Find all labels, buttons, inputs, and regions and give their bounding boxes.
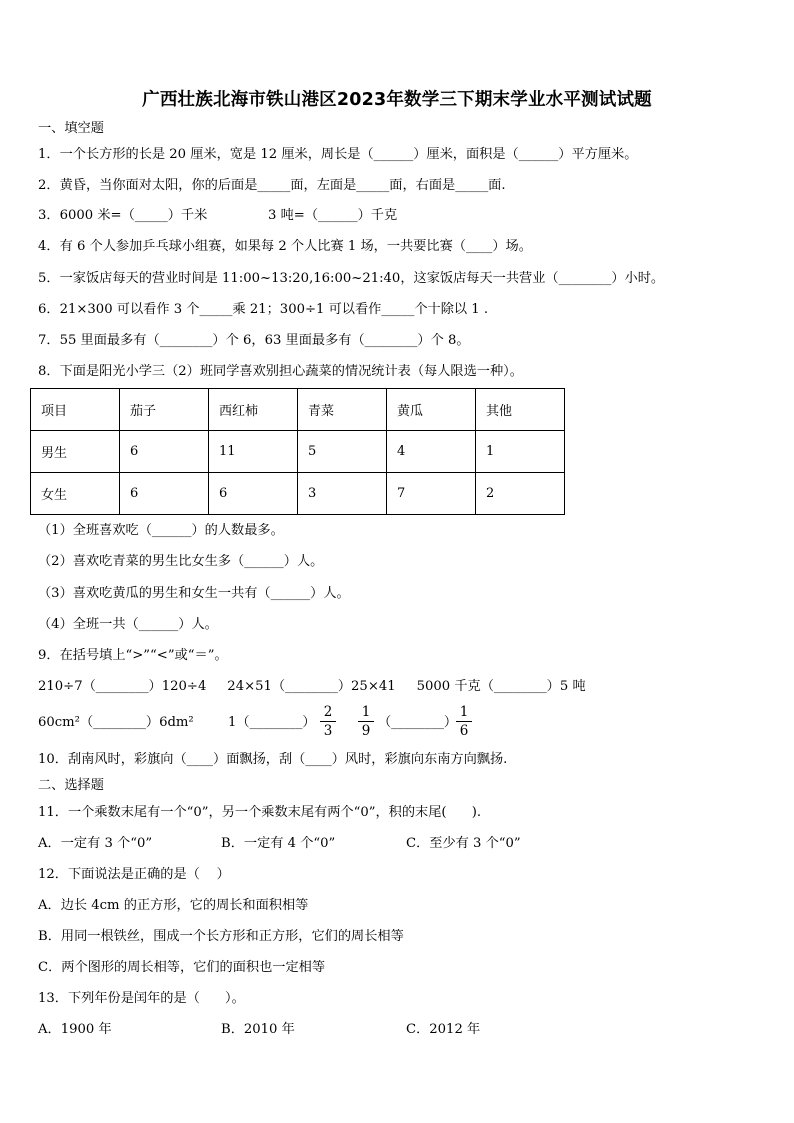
question-1: 1．一个长方形的长是 20 厘米，宽是 12 厘米，周长是（______）厘米，面积是（______）平方厘米。 bbox=[38, 147, 638, 162]
question-8: 8．下面是阳光小学三（2）班同学喜欢别担心蔬菜的情况统计表（每人限选一种）。 bbox=[38, 364, 523, 379]
table-header-cell: 青菜 bbox=[298, 389, 387, 431]
table-header-cell: 项目 bbox=[31, 389, 120, 431]
table-row bbox=[31, 431, 565, 473]
fraction-one-ninth bbox=[358, 703, 374, 740]
question-12-option-a: A．边长 4cm 的正方形，它的周长和面积相等 bbox=[38, 898, 309, 913]
vegetable-preference-table bbox=[30, 388, 565, 515]
question-9-row-1: 210÷7（________）120÷4 24×51（________）25×41 5000 千克（________）5 吨 bbox=[38, 679, 586, 694]
question-12: 12．下面说法是正确的是（ ） bbox=[38, 867, 230, 882]
question-9-row-2-part-b: 1（________） bbox=[228, 715, 316, 730]
question-13-option-c: C．2012 年 bbox=[406, 1022, 481, 1037]
fraction-numerator: 2 bbox=[320, 703, 336, 722]
question-9-row-2-part-c: （________） bbox=[378, 715, 458, 730]
page-title: 广西壮族北海市铁山港区2023年数学三下期末学业水平测试试题 bbox=[142, 90, 652, 110]
question-11-option-a: A．一定有 3 个“0” bbox=[38, 836, 153, 851]
table-cell: 6 bbox=[209, 473, 298, 515]
table-header-cell: 黄瓜 bbox=[387, 389, 476, 431]
table-cell: 4 bbox=[387, 431, 476, 473]
fraction-one-sixth bbox=[456, 703, 472, 740]
question-3-part-a: 3．6000 米=（_____）千米 bbox=[38, 208, 208, 223]
table-row bbox=[31, 473, 565, 515]
question-8-sub-2: （2）喜欢吃青菜的男生比女生多（______）人。 bbox=[38, 554, 324, 569]
question-6: 6．21×300 可以看作 3 个_____乘 21；300÷1 可以看作_____个十除以 1 . bbox=[38, 302, 489, 317]
question-10: 10．刮南风时，彩旗向（____）面飘扬，刮（____）风时，彩旗向东南方向飘扬. bbox=[38, 752, 508, 767]
fraction-denominator: 3 bbox=[323, 723, 333, 739]
question-9: 9．在括号填上“>”“<”或“＝”。 bbox=[38, 648, 228, 663]
table-cell: 女生 bbox=[31, 473, 120, 515]
question-13-option-b: B．2010 年 bbox=[221, 1022, 295, 1037]
question-8-sub-3: （3）喜欢吃黄瓜的男生和女生一共有（______）人。 bbox=[38, 586, 350, 601]
fraction-denominator: 6 bbox=[459, 723, 469, 739]
fraction-two-thirds bbox=[320, 703, 336, 740]
question-13-option-a: A．1900 年 bbox=[38, 1022, 112, 1037]
question-7: 7．55 里面最多有（________）个 6，63 里面最多有（________）个 8。 bbox=[38, 333, 470, 348]
question-8-sub-4: （4）全班一共（______）人。 bbox=[38, 617, 218, 632]
table-cell: 11 bbox=[209, 431, 298, 473]
table-cell: 3 bbox=[298, 473, 387, 515]
section-heading-multiple-choice: 二、选择题 bbox=[38, 778, 104, 793]
question-9-row-2-part-a: 60cm²（________）6dm² bbox=[38, 715, 194, 730]
question-3-part-b: 3 吨=（______）千克 bbox=[268, 208, 398, 223]
fraction-numerator: 1 bbox=[358, 703, 374, 722]
table-header-cell: 西红柿 bbox=[209, 389, 298, 431]
table-header-cell: 茄子 bbox=[120, 389, 209, 431]
question-4: 4．有 6 个人参加乒乓球小组赛，如果每 2 个人比赛 1 场，一共要比赛（____）场。 bbox=[38, 239, 532, 254]
question-11-option-c: C．至少有 3 个“0” bbox=[406, 836, 521, 851]
table-cell: 7 bbox=[387, 473, 476, 515]
table-cell: 2 bbox=[476, 473, 565, 515]
table-cell: 6 bbox=[120, 431, 209, 473]
table-cell: 1 bbox=[476, 431, 565, 473]
table-header-cell: 其他 bbox=[476, 389, 565, 431]
question-5: 5．一家饭店每天的营业时间是 11:00~13:20,16:00~21:40，这家饭店每天一共营业（________）小时。 bbox=[38, 271, 665, 286]
question-11: 11．一个乘数末尾有一个“0”，另一个乘数末尾有两个“0”，积的末尾( ). bbox=[38, 805, 482, 820]
fraction-numerator: 1 bbox=[456, 703, 472, 722]
question-12-option-c: C．两个图形的周长相等，它们的面积也一定相等 bbox=[38, 960, 326, 975]
question-11-option-b: B．一定有 4 个“0” bbox=[221, 836, 336, 851]
question-13: 13．下列年份是闰年的是（ ）。 bbox=[38, 991, 245, 1006]
question-12-option-b: B．用同一根铁丝，围成一个长方形和正方形，它们的周长相等 bbox=[38, 929, 404, 944]
section-heading-fill-blank: 一、填空题 bbox=[38, 121, 104, 136]
table-cell: 6 bbox=[120, 473, 209, 515]
question-2: 2．黄昏，当你面对太阳，你的后面是_____面，左面是_____面，右面是_____面. bbox=[38, 178, 506, 193]
table-header-row bbox=[31, 389, 565, 431]
table-cell: 男生 bbox=[31, 431, 120, 473]
fraction-denominator: 9 bbox=[361, 723, 371, 739]
table-cell: 5 bbox=[298, 431, 387, 473]
question-8-sub-1: （1）全班喜欢吃（______）的人数最多。 bbox=[38, 523, 284, 538]
